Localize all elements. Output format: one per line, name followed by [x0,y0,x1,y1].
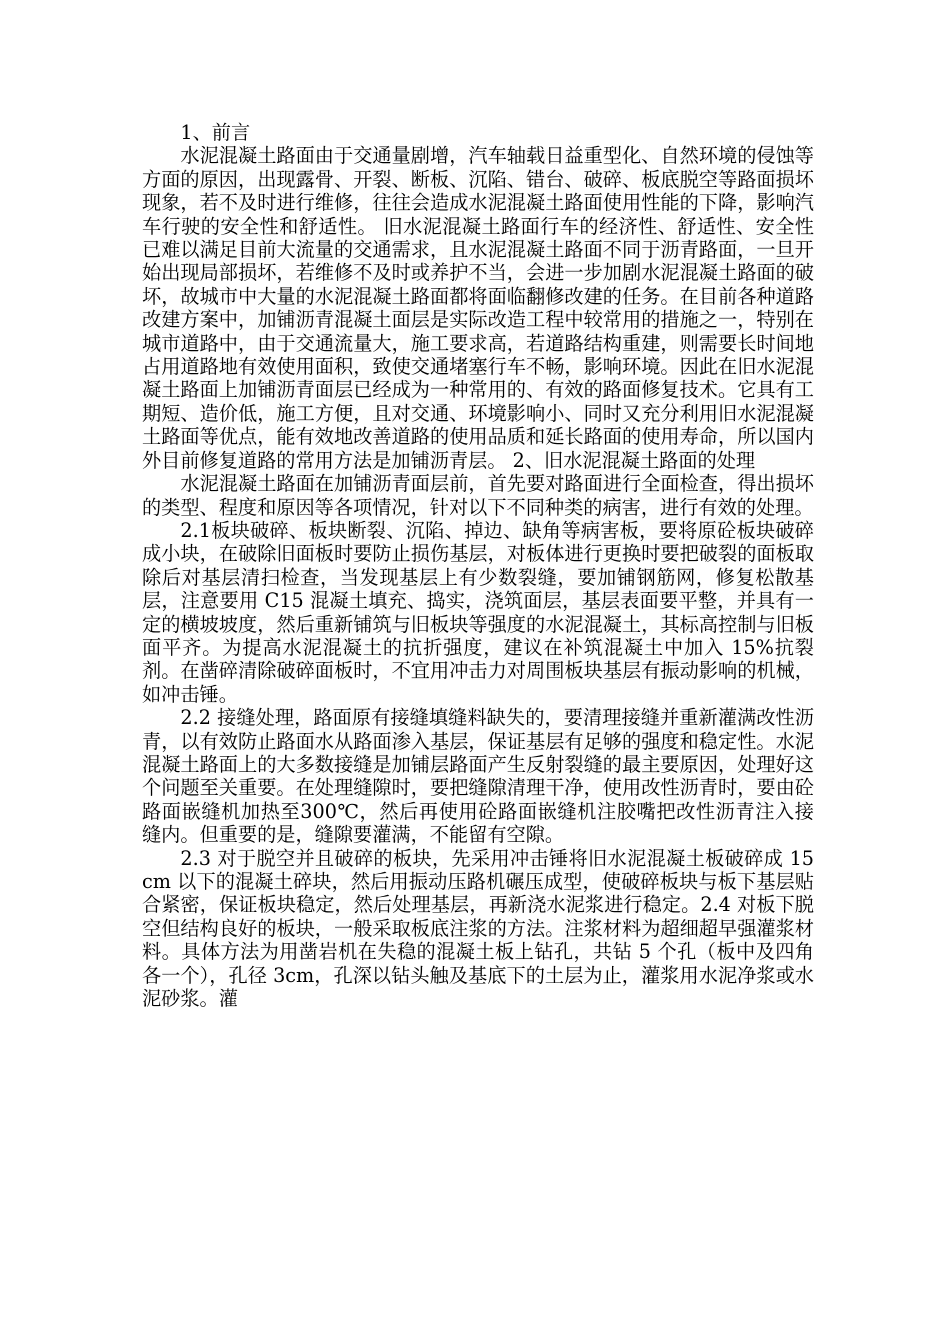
paragraph-2-3: 2.3 对于脱空并且破碎的板块，先采用冲击锤将旧水泥混凝土板破碎成 15cm 以下的混凝土碎块，然后用振动压路机碾压成型，使破碎板块与板下基层贴合紧密，保证板块稳定，然后处理基层，再新浇水泥浆进行稳定。2.4 对板下脱空但结构良好的板块，一般采取板底注浆的方法。注浆材料为超细超早强灌浆材料。具体方法为用凿岩机在失稳的混凝土板上钻孔，共钻 5 个孔（板中及四角各一个），孔径 3cm，孔深以钻头触及基底下的土层为止，灌浆用水泥净浆或水泥砂浆。灌 [142,846,814,1011]
paragraph-2-2: 2.2 接缝处理，路面原有接缝填缝料缺失的，要清理接缝并重新灌满改性沥青，以有效防止路面水从路面渗入基层，保证基层有足够的强度和稳定性。水泥混凝土路面上的大多数接缝是加铺层路面产生反射裂缝的最主要原因，处理好这个问题至关重要。在处理缝隙时，要把缝隙清理干净，使用改性沥青时，要由砼路面嵌缝机加热至300℃，然后再使用砼路面嵌缝机注胶嘴把改性沥青注入接缝内。但重要的是，缝隙要灌满，不能留有空隙。 [142,706,814,847]
paragraph-2-1: 2.1板块破碎、板块断裂、沉陷、掉边、缺角等病害板，要将原砼板块破碎成小块，在破除旧面板时要防止损伤基层，对板体进行更换时要把破裂的面板取除后对基层清扫检查，当发现基层上有少数裂缝，要加铺钢筋网，修复松散基层，注意要用 C15 混凝土填充、捣实，浇筑面层，基层表面要平整，并具有一定的横坡坡度，然后重新铺筑与旧板块等强度的水泥混凝土，其标高控制与旧板面平齐。为提高水泥混凝土的抗折强度，建议在补筑混凝土中加入 15%抗裂剂。在凿碎清除破碎面板时，不宜用冲击力对周围板块基层有振动影响的机械，如冲击锤。 [142,518,814,706]
paragraph-intro: 水泥混凝土路面由于交通量剧增，汽车轴载日益重型化、自然环境的侵蚀等方面的原因，出现露骨、开裂、断板、沉陷、错台、破碎、板底脱空等路面损坏现象，若不及时进行维修，往往会造成水泥混凝土路面使用性能的下降，影响汽车行驶的安全性和舒适性。 旧水泥混凝土路面行车的经济性、舒适性、安全性已难以满足目前大流量的交通需求，且水泥混凝土路面不同于沥青路面，一旦开始出现局部损坏，若维修不及时或养护不当，会进一步加剧水泥混凝土路面的破坏，故城市中大量的水泥混凝土路面都将面临翻修改建的任务。在目前各种道路改建方案中，加铺沥青混凝土面层是实际改造工程中较常用的措施之一，特别在城市道路中，由于交通流量大，施工要求高，若道路结构重建，则需要长时间地占用道路地有效使用面积，致使交通堵塞行车不畅，影响环境。因此在旧水泥混凝土路面上加铺沥青面层已经成为一种常用的、有效的路面修复技术。它具有工期短、造价低，施工方便，且对交通、环境影响小、同时又充分利用旧水泥混凝土路面等优点，能有效地改善道路的使用品质和延长路面的使用寿命，所以国内外目前修复道路的常用方法是加铺沥青层。 2、旧水泥混凝土路面的处理 [142,144,814,472]
paragraph-inspection: 水泥混凝土路面在加铺沥青面层前，首先要对路面进行全面检查，得出损坏的类型、程度和原因等各项情况，针对以下不同种类的病害，进行有效的处理。 [142,472,814,519]
document-body [142,121,814,1010]
section-heading: 1、前言 [180,121,251,144]
